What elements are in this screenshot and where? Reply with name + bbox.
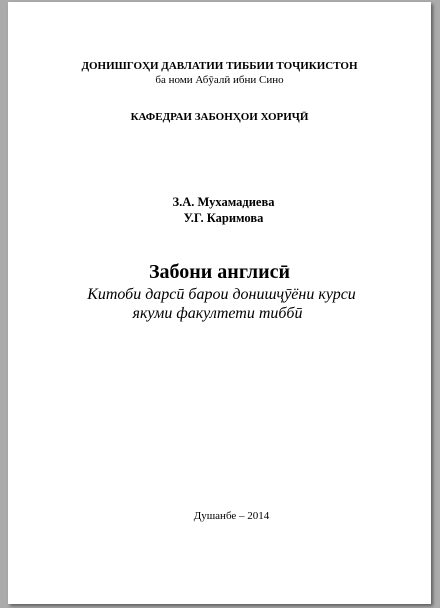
author-name: У.Г. Каримова	[183, 211, 264, 225]
book-title: Забони англисӣ	[148, 261, 291, 283]
book-subtitle-line: якуми факултети тиббӣ	[132, 305, 303, 322]
department-name: КАФЕДРАИ ЗАБОНҲОИ ХОРИҶӢ	[130, 111, 309, 123]
author-name: З.А. Мухамадиева	[172, 195, 275, 209]
book-subtitle-line: Китоби дарсӣ барои донишҷӯёни курси	[87, 286, 356, 303]
institution-name: ДОНИШГОҲИ ДАВЛАТИИ ТИББИИ ТОҶИКИСТОН	[81, 60, 358, 72]
institution-subtitle: ба номи Абӯалӣ ибни Сино	[155, 74, 284, 86]
document-page	[8, 2, 431, 604]
city-year: Душанбе – 2014	[193, 510, 270, 522]
